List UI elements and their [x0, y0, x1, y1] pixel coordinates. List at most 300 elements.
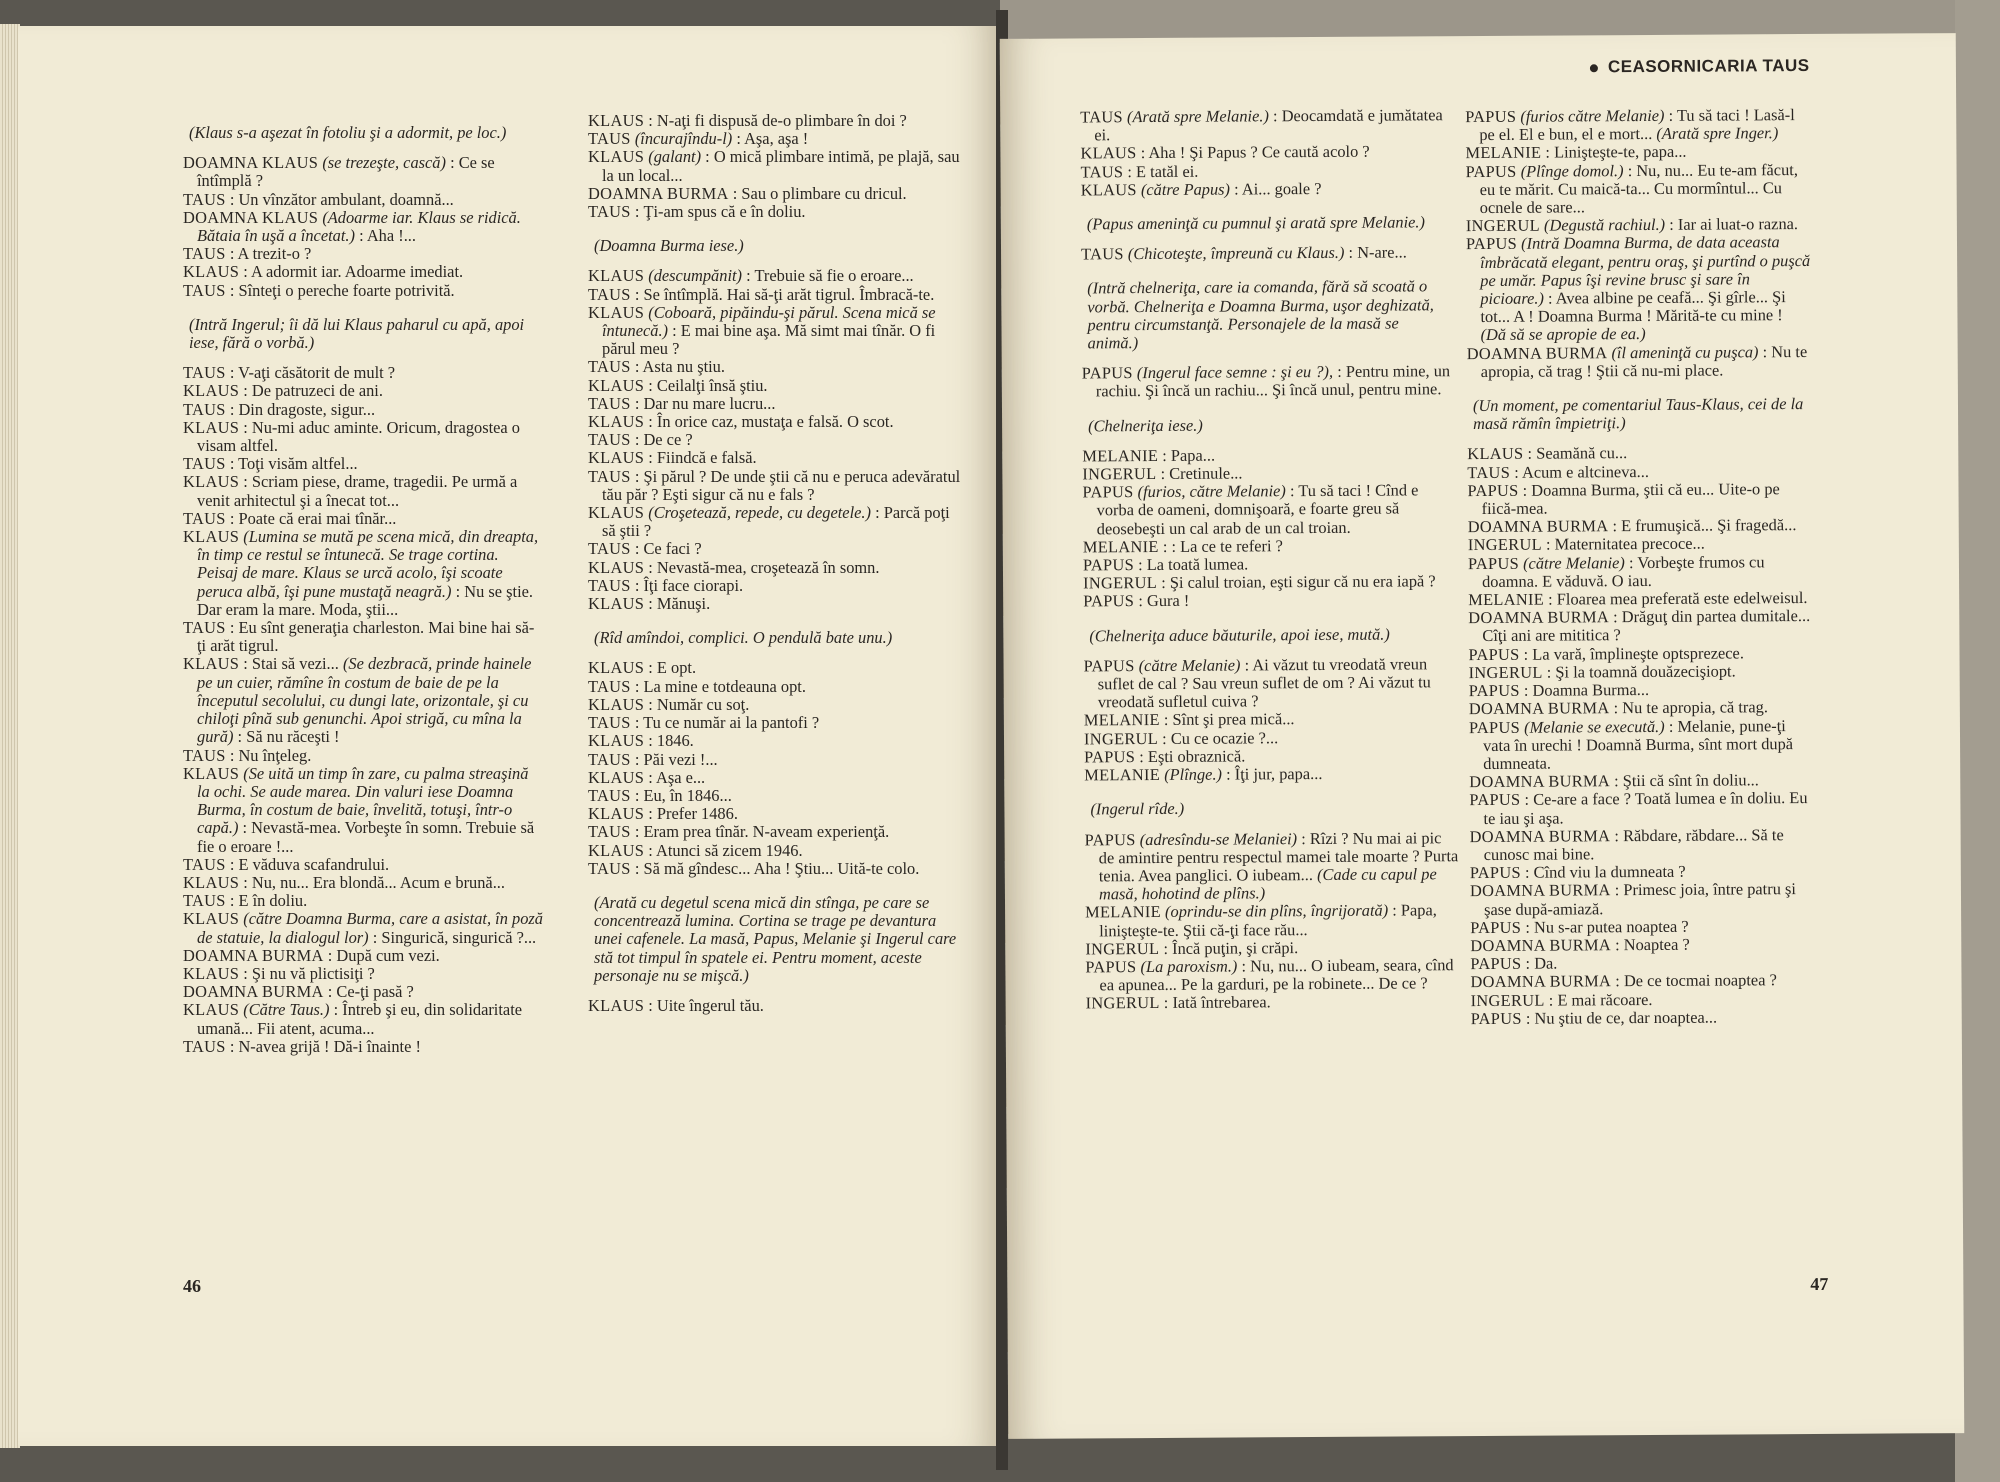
speaker-name: DOAMNA BURMA	[1470, 971, 1612, 992]
stage-direction: (Ingerul rîde.)	[1090, 799, 1185, 819]
speaker-name: DOAMNA BURMA	[1468, 698, 1610, 719]
stage-direction: (Doamna Burma iese.)	[594, 236, 744, 256]
speaker-name: INGERUL	[1083, 573, 1158, 593]
line-text: : N-aţi fi dispusă de-o plimbare în doi ?	[648, 111, 907, 130]
line-text: : Întreb şi eu, din solidaritate umană...	[197, 1000, 523, 1038]
speaker-name: DOAMNA BURMA	[1470, 935, 1612, 956]
dialogue-line	[1471, 1008, 1816, 1028]
speaker-name: KLAUS	[588, 658, 645, 678]
dialogue-line	[1470, 826, 1815, 865]
text-column-4	[1465, 106, 1816, 1028]
text-column-2	[588, 112, 963, 1015]
speaker-name: TAUS	[183, 618, 226, 638]
line-text: Lasă-l pe el. El e bun, el e mort...	[1479, 105, 1795, 145]
speaker-name: TAUS	[588, 713, 631, 733]
dialogue-line	[1470, 880, 1815, 919]
speaker-name: PAPUS	[1465, 106, 1517, 127]
dialogue-line	[588, 769, 963, 787]
direction-text: (Arată spre Inger.)	[1656, 123, 1779, 144]
line-text: Cu maică-ta... Cu mormîntul... Cu ocnele de sare...	[1479, 177, 1782, 218]
dialogue-line	[588, 395, 963, 413]
stage-direction: (Arată cu degetul scena mică din stînga, pe care se concentrează lumina. Cortina se trage pe devantura unei cafenele. La masă, Papus, Melanie şi Ingerul care stă tot timpul în spatele ei. Pentru moment, aceste personaje nu se mişcă.)	[594, 892, 957, 985]
line-text: : Eram prea tînăr. N-aveam experienţă.	[634, 822, 890, 842]
dialogue-line	[1085, 901, 1460, 940]
dialogue-line	[588, 286, 963, 304]
speaker-name: KLAUS	[588, 375, 645, 395]
dialogue-line	[183, 473, 543, 509]
line-text: : N-are...	[1348, 242, 1407, 263]
dialogue-line	[1085, 829, 1460, 904]
line-text: : Primesc joia, între patru şi şase după-amiază.	[1483, 879, 1796, 919]
line-text: Şi încă un rachiu... Şi încă unul, pentru mine.	[1145, 379, 1442, 401]
line-text: : Parcă poţi să ştii ?	[602, 503, 950, 541]
line-text: : Nu s-ar putea noaptea ?	[1525, 916, 1689, 937]
line-text: : Cretinule...	[1160, 463, 1243, 484]
line-text: : Cu ce ocazie ?...	[1162, 727, 1279, 748]
dialogue-line	[588, 185, 963, 203]
dialogue-line	[183, 401, 543, 419]
dialogue-line	[1467, 480, 1812, 519]
running-head	[1590, 56, 1810, 77]
line-text: : După cum vezi.	[327, 945, 440, 965]
speaker-name: KLAUS	[183, 963, 240, 983]
dialogue-line	[588, 377, 963, 395]
line-text: : Stai să vezi...	[243, 654, 339, 674]
dialogue-line	[183, 655, 543, 746]
speaker-name: TAUS	[183, 454, 226, 474]
direction-text: (încurajîndu-l)	[634, 129, 733, 149]
line-text: : Nevastă-mea. Vorbeşte în somn.	[242, 818, 463, 838]
line-text: : Fiindcă e falsă.	[648, 448, 757, 468]
dialogue-line	[588, 751, 963, 769]
line-text: : La mine e totdeauna opt.	[634, 676, 806, 696]
dialogue-line	[1082, 445, 1457, 465]
line-text: : Se întîmplă. Hai să-ţi arăt tigrul. Îmbracă-te.	[634, 284, 935, 304]
speaker-name: PAPUS	[1084, 829, 1136, 849]
speaker-name: TAUS	[588, 129, 631, 149]
line-text: : Ştii că sînt în doliu...	[1613, 770, 1759, 791]
line-text: : Prefer 1486.	[648, 804, 738, 824]
speaker-name: PAPUS	[1465, 234, 1518, 254]
line-text: : În orice caz, mustaţa e falsă. O scot.	[648, 412, 894, 432]
speaker-name: KLAUS	[588, 266, 645, 286]
speaker-name: TAUS	[588, 858, 631, 878]
direction-text: (către Melanie)	[1523, 552, 1625, 573]
speaker-name: KLAUS	[183, 417, 240, 437]
dialogue-line	[588, 304, 963, 359]
stage-direction: (Chelneriţa aduce băuturile, apoi iese, mută.)	[1089, 624, 1390, 646]
dialogue-line	[1082, 362, 1457, 401]
speaker-name: TAUS	[183, 399, 226, 419]
line-text: : Nu ştiu de ce, dar noaptea...	[1525, 1007, 1718, 1028]
line-text: : Papa...	[1162, 445, 1216, 465]
speaker-name: DOAMNA BURMA	[183, 945, 324, 965]
speaker-name: PAPUS	[1467, 553, 1520, 573]
line-text: : Nevastă-mea, croşetează în somn.	[648, 557, 880, 577]
speaker-name: PAPUS	[1469, 790, 1521, 810]
line-text: Fii atent, acuma...	[257, 1018, 375, 1038]
line-text: : Nu înţeleg.	[229, 745, 312, 765]
line-text: : Ce-ţi pasă ?	[327, 982, 414, 1002]
dialogue-line	[588, 413, 963, 431]
speaker-name: TAUS	[1467, 462, 1511, 482]
speaker-name: DOAMNA BURMA	[588, 183, 729, 203]
line-text: : Linişteşte-te, papa...	[1545, 142, 1687, 163]
line-text: : Deocamdată e jumătatea ei.	[1094, 105, 1443, 145]
line-text: : La vară, împlineşte optsprezece.	[1523, 643, 1744, 664]
speaker-name: MELANIE	[1084, 765, 1161, 785]
dialogue-line	[1465, 106, 1810, 145]
stage-direction: (Klaus s-a aşezat în fotoliu şi a adormit, pe loc.)	[189, 123, 507, 142]
dialogue-line	[1470, 917, 1815, 937]
dialogue-line	[588, 860, 963, 878]
stage-direction: (Intră chelneriţa, care ia comanda, fără să scoată o vorbă. Chelneriţa e Doamna Burma, uşor deghizată, pentru circumstanţă. Personajele de la masă se animă.)	[1087, 276, 1434, 353]
line-text: : Şi nu vă plictisiţi ?	[243, 963, 375, 983]
speaker-name: TAUS	[183, 854, 226, 874]
speaker-name: PAPUS	[1083, 655, 1135, 676]
speaker-name: DOAMNA BURMA	[1468, 607, 1610, 628]
dialogue-line	[1083, 536, 1458, 556]
dialogue-line	[183, 947, 543, 965]
dialogue-line	[1469, 716, 1814, 773]
dialogue-line	[588, 540, 963, 558]
line-text: : Număr cu soţ.	[648, 694, 750, 714]
speaker-name: TAUS	[1080, 244, 1124, 264]
speaker-name: DOAMNA BURMA	[1466, 342, 1608, 363]
speaker-name: KLAUS	[1080, 143, 1137, 163]
speaker-name: TAUS	[588, 284, 631, 304]
line-text: : Iată întrebarea.	[1163, 992, 1271, 1013]
line-text: : E mai răcoare.	[1548, 989, 1653, 1010]
dialogue-line	[588, 203, 963, 221]
line-text: : Nu, nu... Era blondă... Acum e brună...	[243, 872, 505, 892]
speaker-name: PAPUS	[1465, 161, 1517, 181]
direction-text: (furios, către Melanie)	[1137, 481, 1286, 502]
line-text: : N-avea grijă ! Dă-i înainte !	[229, 1036, 421, 1056]
speaker-name: TAUS	[183, 244, 226, 264]
dialogue-line	[183, 263, 543, 281]
line-text: : Răbdare, răbdare... Să te cunosc mai bine.	[1483, 824, 1784, 864]
line-text: : E mai bine aşa. Mă simt mai tînăr.	[672, 321, 906, 341]
speaker-name: TAUS	[1080, 161, 1124, 182]
speaker-name: TAUS	[588, 430, 631, 450]
line-text: : Încă puţin, şi crăpi.	[1163, 937, 1299, 958]
dialogue-line	[1466, 233, 1812, 344]
speaker-name: TAUS	[588, 575, 631, 595]
dialogue-line	[588, 148, 963, 184]
speaker-name: TAUS	[183, 280, 226, 300]
direction-text: (către Doamna Burma, care a asistat, în poză de statuie, la dialogul lor)	[197, 909, 543, 947]
speaker-name: PAPUS	[1084, 747, 1136, 767]
line-text: : Nu, nu... O iubeam, seara, cînd ea apunea... Pe la garduri, pe la robinete...	[1099, 955, 1454, 995]
speaker-name: KLAUS	[588, 731, 645, 751]
direction-text: (Ingerul face semne : şi eu ?),	[1136, 362, 1334, 383]
line-text: : Noaptea ?	[1615, 934, 1690, 955]
speaker-name: PAPUS	[1082, 555, 1135, 575]
speaker-name: KLAUS	[588, 694, 645, 714]
line-text: : Ce faci ?	[634, 539, 702, 559]
speaker-name: MELANIE	[1082, 445, 1159, 466]
line-text: Moda, ştii...	[319, 599, 399, 619]
dialogue-line	[183, 965, 543, 983]
line-text: : Iar ai luat-o razna.	[1669, 214, 1799, 235]
direction-text: (oprindu-se din plîns, îngrijorată)	[1164, 900, 1389, 922]
speaker-name: INGERUL	[1468, 662, 1543, 682]
speaker-name: DOAMNA KLAUS	[183, 153, 319, 173]
direction-text: (furios către Melanie)	[1520, 105, 1665, 126]
line-text: : Şi calul troian, eşti sigur că nu era iapă ?	[1161, 571, 1436, 593]
direction-text: (Lumina se mută pe scena mică, din dreapta, în timp ce restul se întunecă. Se trage cortina. Peisaj de mare. Klaus se urcă acolo, îşi scoate peruca albă, îşi pune mustaţă neagră.)	[197, 527, 539, 601]
speaker-name: KLAUS	[183, 654, 240, 674]
speaker-name: TAUS	[588, 466, 631, 486]
speaker-name: PAPUS	[1082, 482, 1134, 502]
stage-direction: (Papus ameninţă cu pumnul şi arată spre Melanie.)	[1086, 212, 1426, 234]
speaker-name: DOAMNA KLAUS	[183, 207, 319, 227]
direction-text: (Se dezbracă, prinde hainele pe un cuier, rămîne în costum de baie de pe la începutul secolului, cu dungi late, orizontale, şi cu chiloţi pînă sub genunchi. Apoi strigă, cu mîna la gură)	[197, 654, 532, 747]
speaker-name: KLAUS	[588, 804, 645, 824]
line-text: : E frumuşică... Şi fragedă...	[1612, 515, 1797, 536]
dialogue-line	[183, 983, 543, 1001]
dialogue-line	[588, 842, 963, 860]
direction-text: (descumpănit)	[648, 266, 743, 286]
direction-text: (Arată spre Melanie.)	[1126, 106, 1269, 127]
line-text: : Floarea mea preferată este edelweisul.	[1548, 588, 1808, 609]
speaker-name: KLAUS	[183, 909, 240, 929]
direction-text: (îl ameninţă cu puşca)	[1611, 341, 1759, 362]
speaker-name: DOAMNA BURMA	[1469, 880, 1611, 901]
speaker-name: KLAUS	[588, 503, 645, 523]
line-text: : Scriam piese, drame, tragedii. Pe urmă a venit arhitectul şi a înecat tot...	[197, 472, 518, 510]
speaker-name: DOAMNA BURMA	[183, 982, 324, 1002]
direction-text: (galant)	[648, 147, 702, 167]
dialogue-line	[588, 595, 963, 613]
line-text: : Doamna Burma, ştii că eu... Uite-o pe fiică-mea.	[1481, 479, 1780, 519]
line-text: : Trebuie să fie o eroare...	[746, 266, 914, 286]
dialogue-line	[183, 528, 543, 619]
speaker-name: INGERUL	[1085, 993, 1160, 1013]
line-text: : Sînt şi prea mică...	[1163, 709, 1295, 730]
speaker-name: TAUS	[183, 745, 226, 765]
direction-text: (Adoarme iar. Klaus se ridică. Bătaia în uşă a încetat.)	[197, 207, 521, 246]
speaker-name: KLAUS	[183, 472, 240, 492]
dialogue-line	[588, 358, 963, 376]
speaker-name: KLAUS	[183, 763, 240, 783]
speaker-name: KLAUS	[588, 412, 645, 432]
dialogue-line	[588, 823, 963, 841]
dialogue-line	[183, 510, 543, 528]
line-text: : De ce tocmai noaptea ?	[1615, 970, 1777, 991]
line-text: : E în doliu.	[229, 891, 308, 911]
dialogue-line	[183, 455, 543, 473]
direction-text: (Se uită un timp în zare, cu palma streaşină la ochi. Se aude marea. Din valuri iese Doamna Burma, în costum de baie, învelită, totuşi, într-o capă.)	[197, 763, 529, 838]
line-text: : Doamna Burma...	[1523, 680, 1650, 700]
direction-text: (Chicoteşte, împreună cu Klaus.)	[1127, 243, 1345, 264]
line-text: : Îţi face ciorapi.	[634, 575, 744, 595]
line-text: Doamnă Burma, sînt mort după dumneata.	[1483, 733, 1794, 773]
dialogue-line	[588, 504, 963, 540]
speaker-name: KLAUS	[588, 557, 645, 577]
stage-direction: (Rîd amîndoi, complici. O pendulă bate unu.)	[594, 628, 893, 648]
line-text: : A trezit-o ?	[229, 244, 312, 264]
line-text: : Da.	[1525, 953, 1558, 973]
speaker-name: INGERUL	[1465, 215, 1540, 236]
speaker-name: KLAUS	[183, 1000, 240, 1020]
page-edges	[0, 24, 20, 1448]
dialogue-line	[183, 382, 543, 400]
direction-text: (La paroxism.)	[1140, 956, 1238, 977]
dialogue-line	[183, 910, 543, 946]
line-text: : Îţi jur, papa...	[1226, 764, 1323, 784]
dialogue-line	[1465, 161, 1810, 218]
dialogue-line	[588, 559, 963, 577]
direction-text: (Către Taus.)	[243, 1000, 330, 1020]
direction-text: (către Papus)	[1140, 179, 1231, 199]
speaker-name: KLAUS	[588, 840, 645, 860]
direction-text: (Plînge domol.)	[1520, 160, 1624, 181]
dialogue-line	[588, 805, 963, 823]
line-text: : Avea albine pe ceafă... Şi gîrle... Şi tot...	[1480, 287, 1786, 327]
speaker-name: MELANIE	[1468, 589, 1545, 610]
left-page	[18, 26, 1000, 1446]
stage-direction: (Intră Ingerul; îi dă lui Klaus paharul cu apă, apoi iese, fără o vorbă.)	[189, 314, 525, 353]
dialogue-line	[588, 787, 963, 805]
dialogue-line	[588, 997, 963, 1015]
line-text: : Uite îngerul tău.	[648, 995, 764, 1015]
line-text: : Eu, în 1846...	[634, 785, 732, 805]
speaker-name: TAUS	[1080, 107, 1123, 127]
dialogue-line	[183, 191, 543, 209]
line-text: : Ce se întîmplă ?	[197, 153, 495, 191]
speaker-name: DOAMNA BURMA	[1469, 771, 1611, 792]
dialogue-line	[183, 765, 543, 856]
speaker-name: INGERUL	[1083, 728, 1159, 749]
dialogue-line	[1470, 935, 1815, 955]
direction-text: (Degustă rachiul.)	[1543, 215, 1666, 235]
bullet-icon	[1590, 64, 1598, 72]
dialogue-line	[183, 364, 543, 382]
speaker-name: INGERUL	[1470, 990, 1545, 1010]
speaker-name: MELANIE	[1082, 536, 1159, 557]
dialogue-line	[1084, 728, 1459, 748]
speaker-name: KLAUS	[588, 594, 645, 614]
dialogue-line	[1085, 956, 1460, 995]
line-text: : De ce ?	[634, 430, 693, 450]
page-number-right: 47	[1810, 1273, 1829, 1295]
speaker-name: KLAUS	[1467, 444, 1524, 464]
line-text: O fi părul meu ?	[602, 321, 936, 359]
dialogue-line	[588, 112, 963, 130]
line-text: : Ai văzut tu vreodată vreun suflet de cal ? Sau vreun suflet de om ? Ai văzut tu vreodată sufletul cuiva ?	[1097, 654, 1431, 712]
dialogue-line	[588, 130, 963, 148]
line-text: : Un vînzător ambulant, doamnă...	[229, 189, 454, 209]
speaker-name: TAUS	[588, 202, 631, 222]
dialogue-line	[588, 267, 963, 285]
line-text: : Melanie, pune-ţi vata în urechi !	[1482, 715, 1786, 755]
speaker-name: INGERUL	[1082, 464, 1157, 484]
speaker-name: INGERUL	[1085, 938, 1160, 959]
line-text: : Drăguţ din partea dumitale... Cîţi ani are mititica ?	[1482, 606, 1811, 646]
speaker-name: TAUS	[588, 822, 631, 842]
speaker-name: TAUS	[588, 357, 631, 377]
line-text: : Eşti obraznică.	[1139, 746, 1246, 766]
page-number-left: 46	[183, 1276, 201, 1296]
dialogue-line	[183, 282, 543, 300]
line-text: : La toată lumea.	[1138, 554, 1249, 575]
dialogue-line	[183, 892, 543, 910]
speaker-name: PAPUS	[1468, 717, 1521, 737]
speaker-name: KLAUS	[183, 872, 240, 892]
speaker-name: INGERUL	[1467, 535, 1542, 555]
dialogue-line	[588, 449, 963, 467]
line-text: : Gura !	[1138, 591, 1190, 611]
dialogue-line	[588, 714, 963, 732]
direction-text: (Dă să se apropie de ea.)	[1480, 324, 1646, 345]
direction-text: (se trezeşte, cască)	[322, 153, 446, 173]
line-text: : Nu-mi aduc aminte. Oricum, dragostea o visam altfel.	[197, 417, 520, 456]
line-text: : Acum e altcineva...	[1514, 461, 1649, 482]
speaker-name: KLAUS	[1080, 179, 1137, 200]
line-text: : Aha !...	[359, 226, 416, 246]
speaker-name: KLAUS	[588, 767, 645, 787]
line-text: : Poate că erai mai tînăr...	[229, 508, 397, 528]
dialogue-line	[183, 209, 543, 245]
speaker-name: MELANIE	[1085, 902, 1161, 922]
speaker-name: TAUS	[183, 363, 226, 383]
direction-text: (Coboară, pipăindu-şi părul. Scena mică se întunecă.)	[602, 302, 936, 341]
line-text: : Maternitatea precoce...	[1545, 534, 1705, 555]
dialogue-line	[588, 577, 963, 595]
dialogue-line	[183, 856, 543, 874]
speaker-name: TAUS	[588, 539, 631, 559]
direction-text: (adresîndu-se Melaniei)	[1139, 828, 1298, 849]
speaker-name: PAPUS	[1470, 917, 1522, 937]
line-text: : Tu să taci !	[1668, 105, 1750, 125]
direction-text: (către Melanie)	[1138, 655, 1241, 675]
line-text: : Să mă gîndesc... Aha ! Ştiu... Uită-te colo.	[634, 858, 920, 878]
line-text: : Mănuşi.	[648, 594, 711, 614]
dialogue-line	[1082, 481, 1457, 538]
dialogue-line	[588, 468, 963, 504]
line-text: : E opt.	[648, 658, 697, 678]
line-text: : Ai... goale ?	[1234, 178, 1322, 199]
speaker-name: PAPUS	[1468, 680, 1520, 701]
dialogue-line	[1467, 343, 1812, 382]
line-text: : Tu ce număr ai la pantofi ?	[634, 713, 820, 733]
speaker-name: MELANIE	[1465, 143, 1542, 163]
line-text: : Sau o plimbare cu dricul.	[732, 183, 907, 203]
direction-text: (Plînge.)	[1164, 764, 1223, 785]
dialogue-line	[183, 874, 543, 892]
dialogue-line	[1081, 179, 1456, 199]
line-text: De ce ?	[1378, 973, 1428, 993]
line-text: : Nu se ştie. Dar eram la mare.	[197, 581, 534, 619]
stage-direction: (Un moment, pe comentariul Taus-Klaus, cei de la masă rămîn împietriţi.)	[1472, 394, 1804, 434]
line-text: : Cînd viu la dumneata ?	[1524, 861, 1686, 882]
speaker-name: TAUS	[588, 749, 631, 769]
dialogue-line	[183, 245, 543, 263]
dialogue-line	[1080, 106, 1455, 145]
dialogue-line	[1083, 591, 1458, 611]
speaker-name: DOAMNA BURMA	[1469, 825, 1611, 846]
speaker-name: PAPUS	[1083, 591, 1135, 611]
line-text: A ! Doamna Burma ! Mărită-te cu mine !	[1513, 305, 1783, 327]
dialogue-line	[183, 1038, 543, 1056]
line-text: Trebuie să fie o eroare !...	[197, 818, 535, 856]
dialogue-line	[183, 1001, 543, 1037]
dialogue-line	[588, 678, 963, 696]
speaker-name: KLAUS	[588, 147, 645, 167]
line-text: : Şi la toamnă douăzecişiopt.	[1546, 661, 1736, 682]
